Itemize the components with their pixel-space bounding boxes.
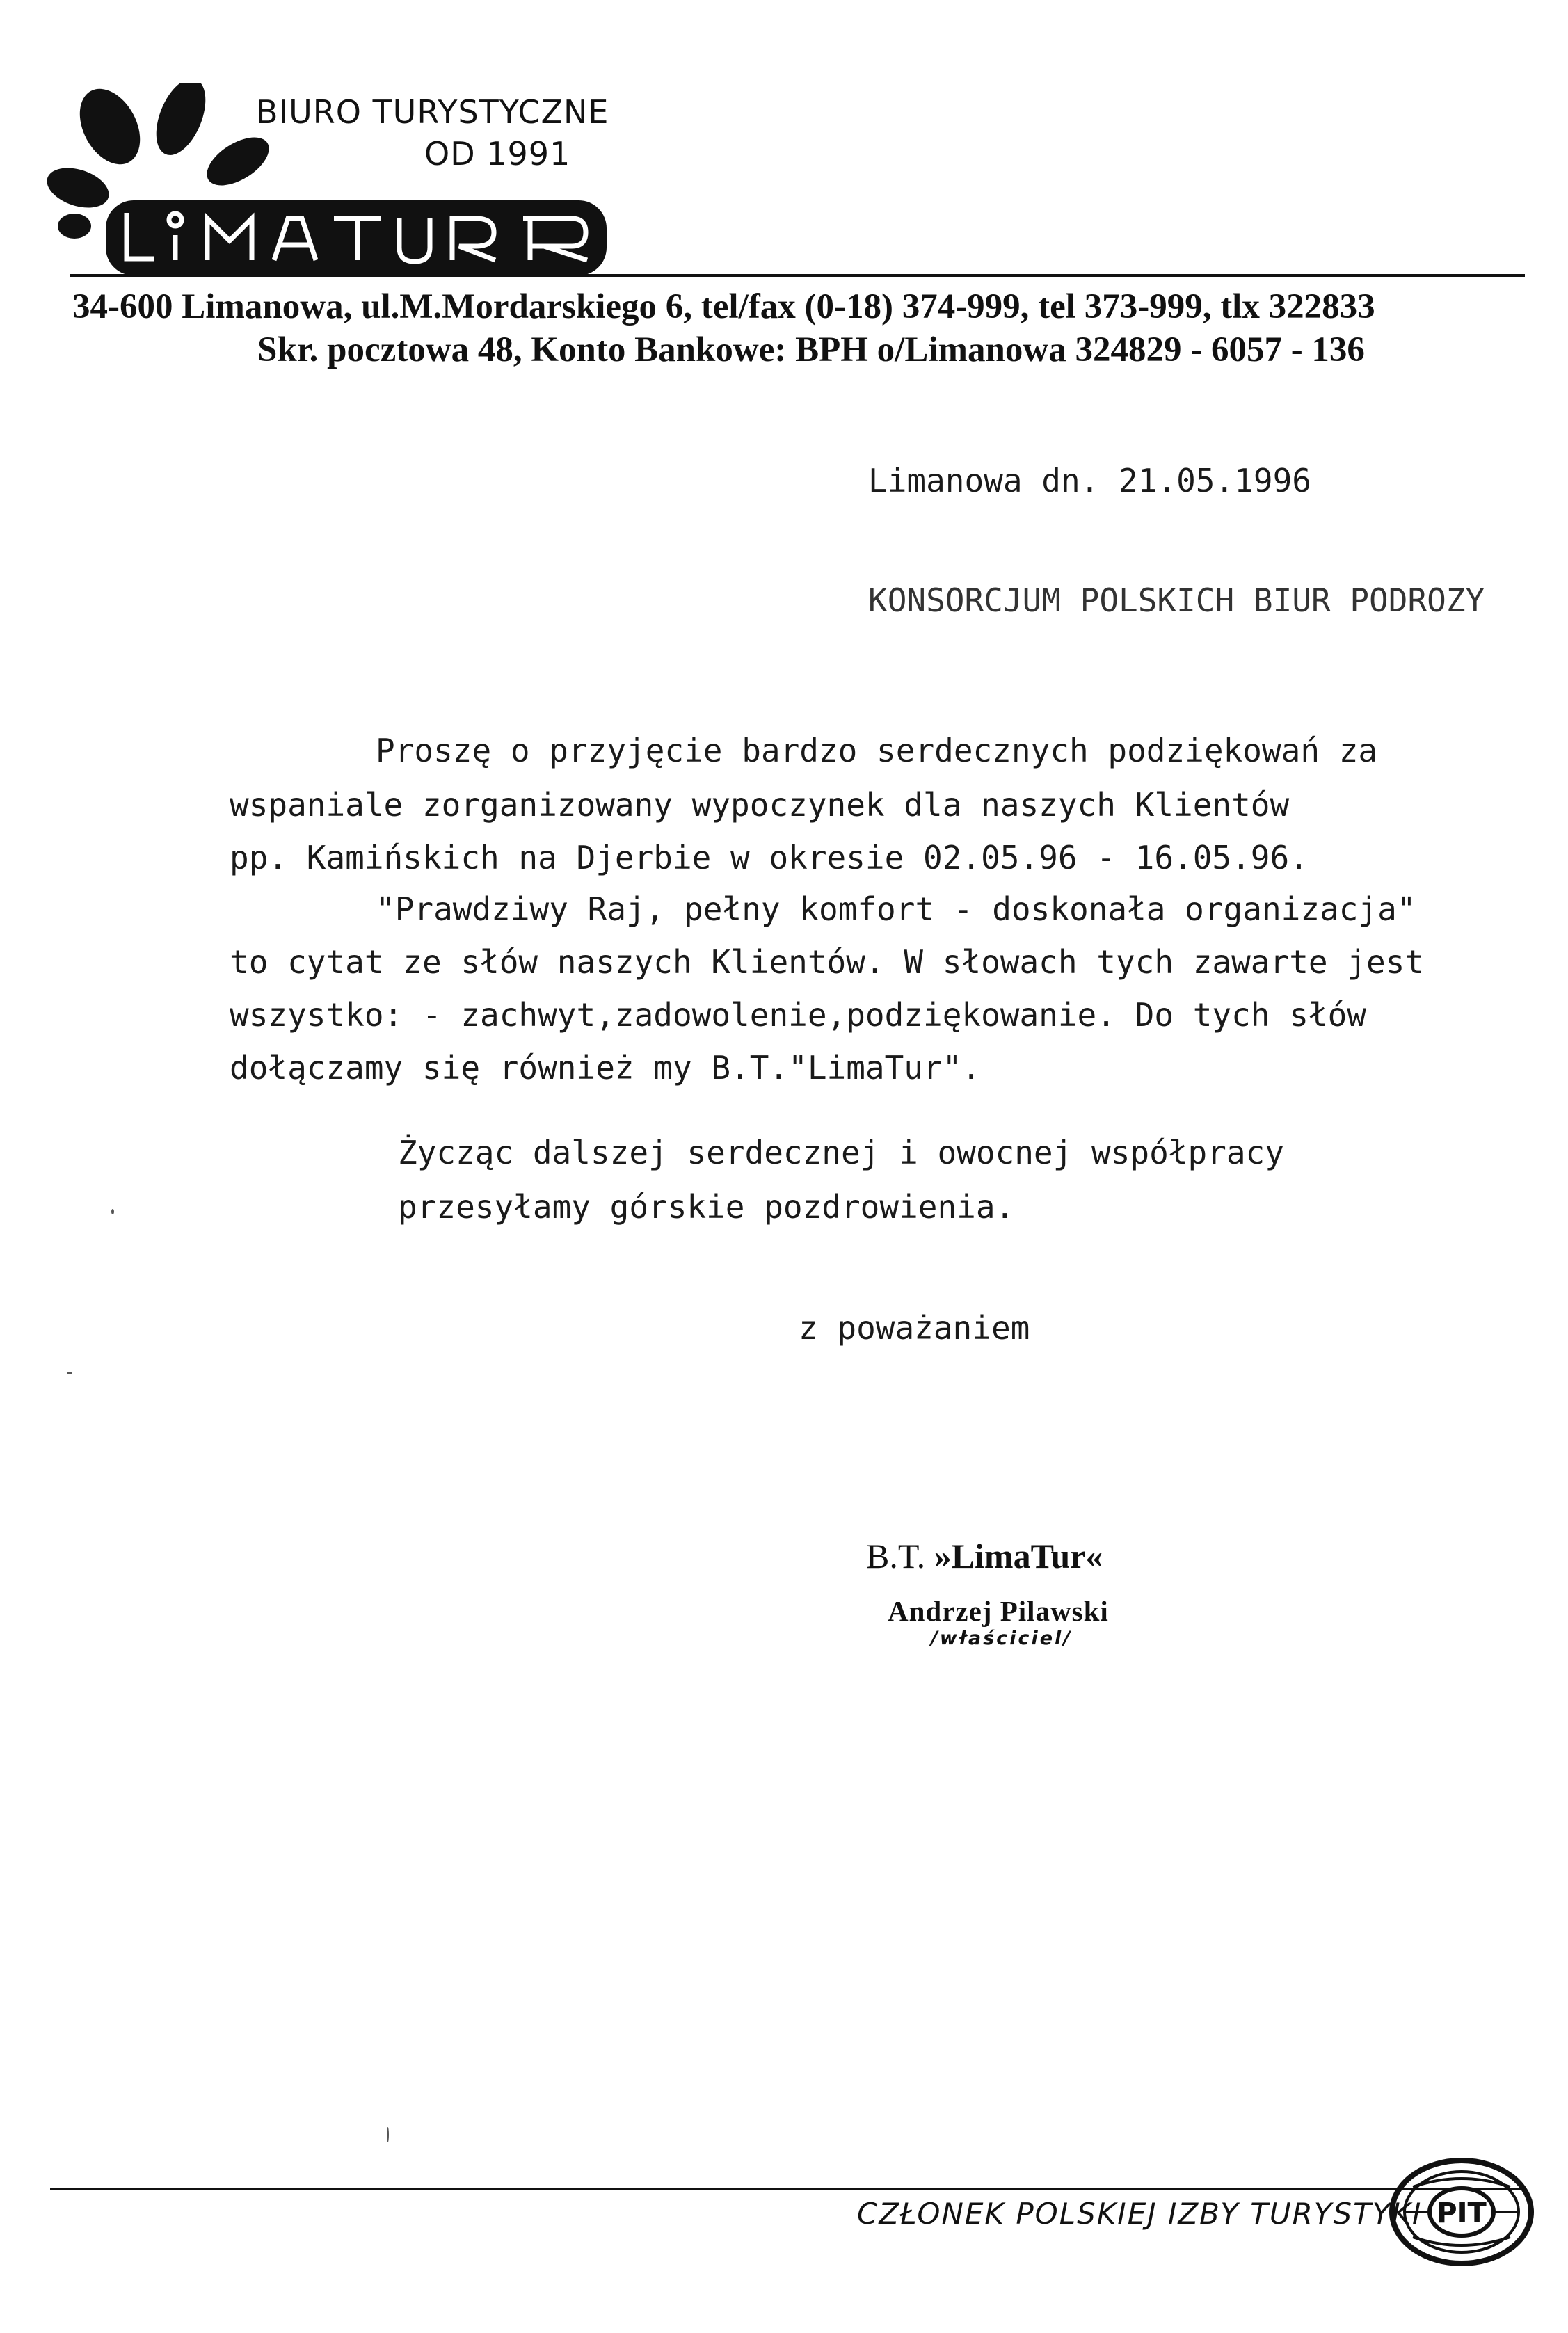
scan-speck [387, 2127, 389, 2142]
signature-company [866, 1536, 1103, 1576]
paragraph-1-line-2: wspaniale zorganizowany wypoczynek dla naszych Klientów [230, 786, 1290, 824]
slogan-line-2: OD 1991 [424, 135, 571, 173]
paragraph-2-line-3: wszystko: - zachwyt,zadowolenie,podziękowanie. Do tych słów [230, 996, 1366, 1034]
signature-name: Andrzej Pilawski [888, 1595, 1109, 1627]
scan-speck [111, 1209, 114, 1214]
signature-company-prefix: B.T. [866, 1537, 934, 1576]
header-divider [70, 274, 1525, 277]
signature-company-name: »LimaTur« [934, 1537, 1103, 1576]
paragraph-3-line-1: Życząc dalszej serdecznej i owocnej współpracy [398, 1134, 1284, 1171]
slogan-line-1: BIURO TURYSTYCZNE [256, 93, 609, 131]
paragraph-3-line-2: przesyłamy górskie pozdrowienia. [398, 1188, 1015, 1226]
scan-speck [67, 1372, 72, 1374]
paragraph-1-line-3: pp. Kamińskich na Djerbie w okresie 02.05.96 - 16.05.96. [230, 839, 1309, 876]
paragraph-2-line-2: to cytat ze słów naszych Klientów. W słowach tych zawarte jest [230, 943, 1425, 981]
signature-title: /właściciel/ [931, 1628, 1073, 1649]
paragraph-1-line-1: Proszę o przyjęcie bardzo serdecznych podziękowań za [376, 732, 1378, 769]
address-line-2: Skr. pocztowa 48, Konto Bankowe: BPH o/Limanowa 324829 - 6057 - 136 [257, 330, 1365, 369]
address-line-1: 34-600 Limanowa, ul.M.Mordarskiego 6, tel/fax (0-18) 374-999, tel 373-999, tlx 322833 [72, 287, 1375, 326]
paragraph-2-line-4: dołączamy się również my B.T."LimaTur". [230, 1049, 982, 1087]
paragraph-2-line-1: "Prawdziwy Raj, pełny komfort - doskonała organizacja" [376, 890, 1416, 928]
letter-date: Limanowa dn. 21.05.1996 [868, 462, 1311, 499]
footer-divider [50, 2188, 1525, 2190]
letter-recipient: KONSORCJUM POLSKICH BIUR PODROZY [868, 582, 1485, 619]
closing: z poważaniem [799, 1309, 1030, 1347]
logo-wordmark [106, 200, 607, 275]
footer-membership: CZŁONEK POLSKIEJ IZBY TURYSTYKI [857, 2197, 1423, 2231]
pit-badge-label: PIT [1437, 2197, 1487, 2229]
pit-badge-icon [1389, 2156, 1535, 2268]
